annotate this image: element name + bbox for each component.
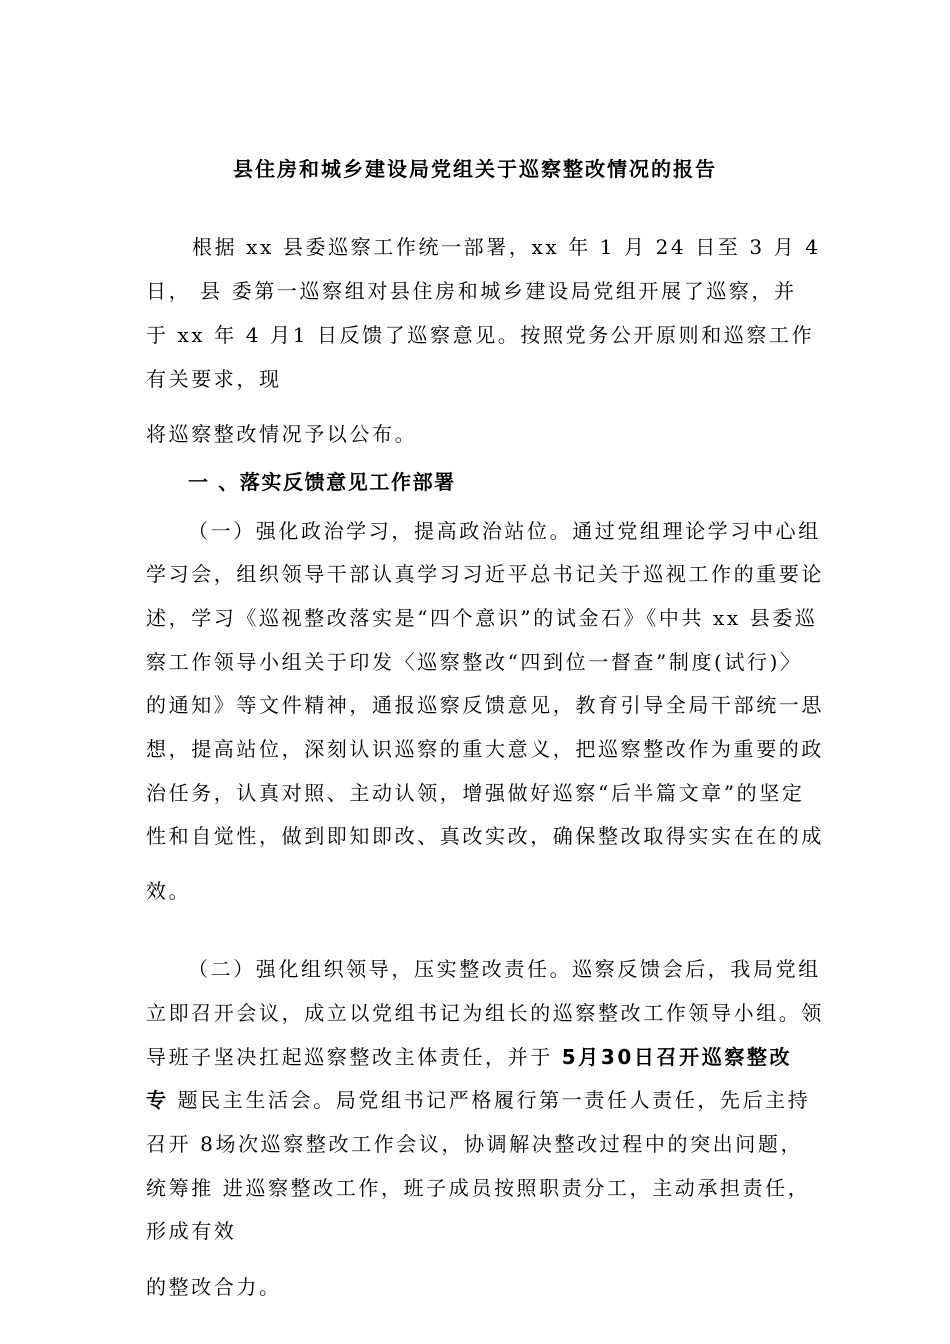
para2-line-3 bbox=[146, 1043, 792, 1071]
para1-line-3: 述，学习《巡视整改落实是“四个意识”的试金石》《中共 xx 县委巡 bbox=[146, 606, 818, 630]
para1-line-9: 效。 bbox=[146, 879, 192, 903]
para2-line-7: 形成有效 bbox=[146, 1219, 237, 1243]
para1-line-7: 治任务，认真对照、主动认领，增强做好巡察“后半篇文章”的坚定 bbox=[146, 781, 805, 805]
para1-line-5: 的通知》等文件精神，通报巡察反馈意见，教育引导全局干部统一思 bbox=[146, 693, 824, 717]
section-heading-1: 一 、落实反馈意见工作部署 bbox=[188, 470, 456, 494]
intro-line-1: 根据 xx 县委巡察工作统一部署，xx 年 1 月 24 日至 3 月 4 bbox=[192, 235, 821, 259]
para2-line-4 bbox=[146, 1086, 810, 1114]
intro-line-3: 于 xx 年 4 月1 日反馈了巡察意见。按照党务公开原则和巡察工作 bbox=[146, 323, 815, 347]
para2-line-4-text: 题民主生活会。局党组书记严格履行第一责任人责任，先后主持 bbox=[168, 1088, 811, 1112]
intro-line-2: 日， 县 委第一巡察组对县住房和城乡建设局党组开展了巡察，并 bbox=[146, 279, 797, 303]
para2-line-5: 召开 8场次巡察整改工作会议，协调解决整改过程中的突出问题， bbox=[146, 1132, 804, 1156]
intro-line-4: 有关要求，现 bbox=[146, 367, 282, 391]
para2-line-6: 统筹推 进巡察整改工作，班子成员按照职责分工，主动承担责任， bbox=[146, 1176, 811, 1200]
para1-line-8: 性和自觉性，做到即知即改、真改实改，确保整改取得实实在在的成 bbox=[146, 824, 824, 848]
para2-line-2: 立即召开会议，成立以党组书记为组长的巡察整改工作领导小组。领 bbox=[146, 1001, 824, 1025]
intro-line-5: 将巡察整改情况予以公布。 bbox=[146, 422, 418, 446]
para2-line-3-text: 导班子坚决扛起巡察整改主体责任，并于 bbox=[146, 1045, 562, 1069]
para2-line-3-bold: 5月30日召开巡察整改 bbox=[561, 1045, 793, 1069]
para2-line-8: 的整改合力。 bbox=[146, 1275, 282, 1299]
para1-line-4: 察工作领导小组关于印发〈巡察整改“四到位一督查”制度(试行)〉 bbox=[146, 650, 803, 674]
para2-line-4-bold: 专 bbox=[146, 1088, 169, 1112]
para1-line-2: 学习会，组织领导干部认真学习习近平总书记关于巡视工作的重要论 bbox=[146, 562, 824, 586]
para2-line-1: （二）强化组织领导，压实整改责任。巡察反馈会后，我局党组 bbox=[188, 957, 821, 981]
document-title: 县住房和城乡建设局党组关于巡察整改情况的报告 bbox=[233, 157, 717, 181]
para1-line-6: 想，提高站位，深刻认识巡察的重大意义，把巡察整改作为重要的政 bbox=[146, 737, 824, 761]
para1-line-1: （一）强化政治学习，提高政治站位。通过党组理论学习中心组 bbox=[188, 519, 821, 543]
